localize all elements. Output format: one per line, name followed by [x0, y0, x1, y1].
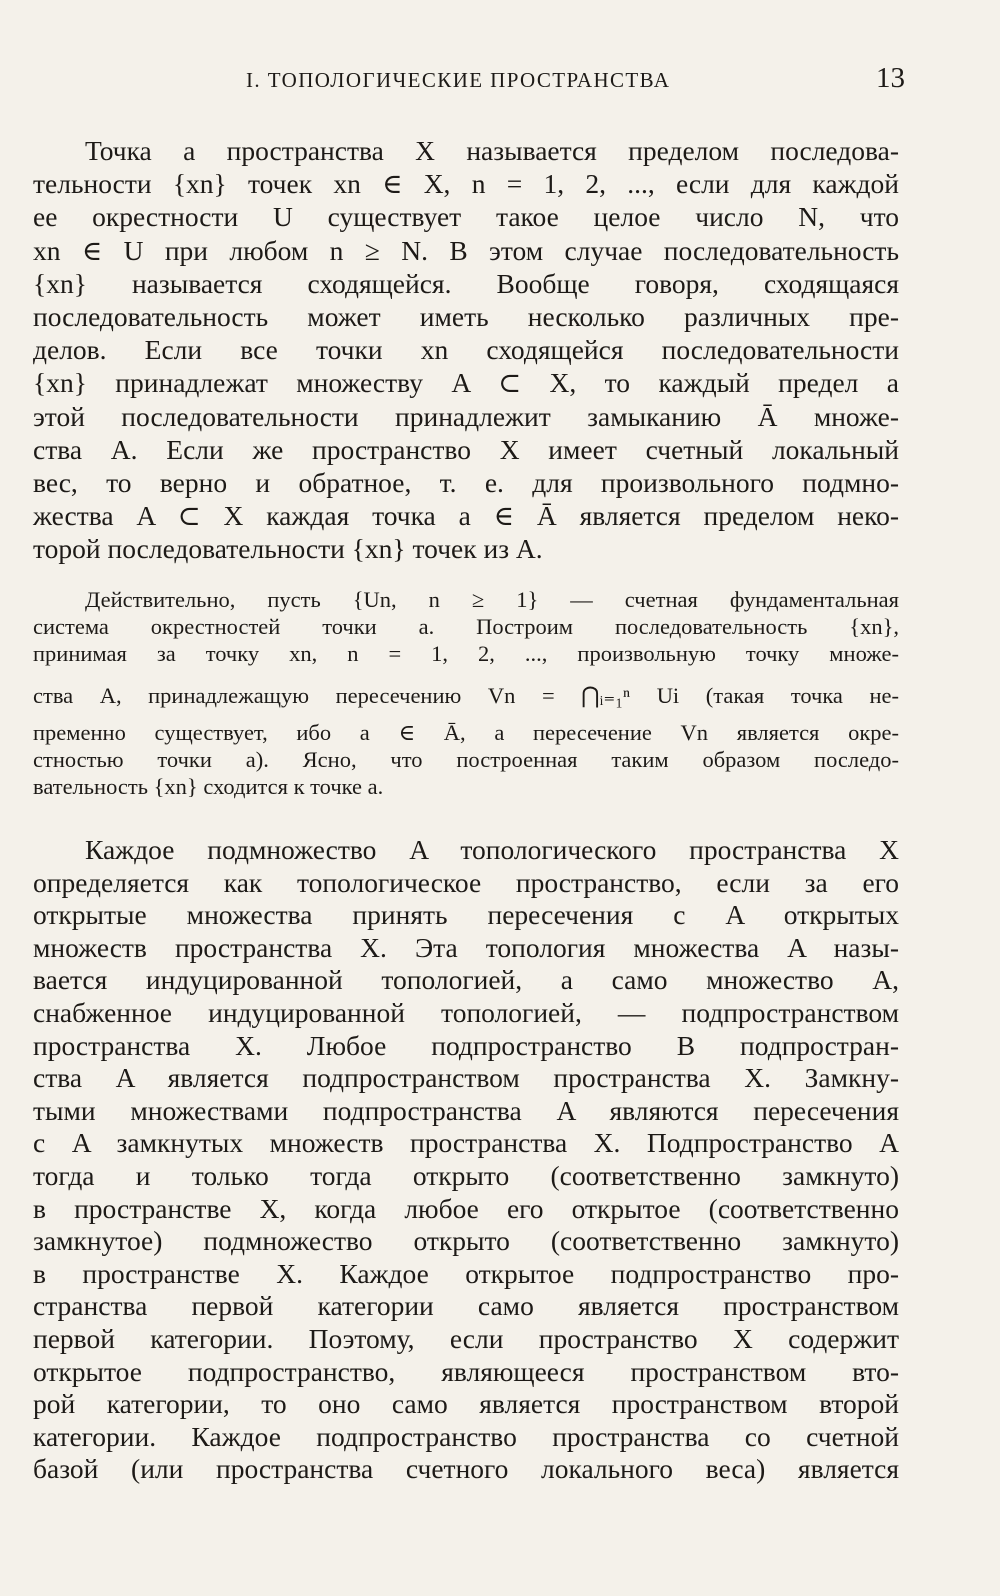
text-line: категории. Каждое подпространство пространства со счетной — [33, 1420, 899, 1452]
text-line: жества A ⊂ X каждая точка a ∈ Ā является пределом неко- — [33, 500, 899, 532]
text-line: этой последовательности принадлежит замыканию Ā множе- — [33, 400, 899, 432]
text-line: {xn} называется сходящейся. Вообще говоря, сходящаяся — [33, 267, 899, 299]
text-line: вается индуцированной топологией, а само множество A, — [33, 964, 899, 996]
proof-line: стностью точки a). Ясно, что построенная таким образом последо- — [33, 747, 899, 772]
proof-block — [33, 586, 899, 800]
text-line: последовательность может иметь несколько различных пре- — [33, 300, 899, 332]
text-line: замкнутое) подмножество открыто (соответственно замкнуто) — [33, 1225, 899, 1257]
text-line: открытые множества принять пересечения с A открытых — [33, 899, 899, 931]
text-line: Каждое подмножество A топологического пространства X — [85, 834, 899, 865]
proof-line: Действительно, пусть {Un, n ≥ 1} — счетная фундаментальная — [85, 587, 899, 612]
text-line: открытое подпространство, являющееся пространством вто- — [33, 1355, 899, 1387]
text-line: Точка a пространства X называется пределом последова- — [85, 135, 899, 166]
text-line: торой последовательности {xn} точек из A. — [33, 533, 543, 565]
text-line: тельности {xn} точек xn ∈ X, n = 1, 2, ..., если для каждой — [33, 168, 899, 200]
text-line: тогда и только тогда открыто (соответственно замкнуто) — [33, 1159, 899, 1191]
text-line: в пространстве X. Каждое открытое подпространство про- — [33, 1257, 899, 1289]
paragraph-definition-limit — [33, 134, 899, 565]
text-line: снабженное индуцированной топологией, — подпространством — [33, 996, 899, 1028]
running-title: I. ТОПОЛОГИЧЕСКИЕ ПРОСТРАНСТВА — [246, 68, 671, 92]
paragraph-subspace — [33, 834, 899, 1486]
text-line: {xn} принадлежат множеству A ⊂ X, то каждый предел a — [33, 367, 899, 399]
text-line: тыми множествами подпространства A являются пересечения — [33, 1094, 899, 1126]
text-line: базой (или пространства счетного локального веса) является — [33, 1453, 899, 1485]
proof-line: ства A, принадлежащую пересечению Vn = ⋂ᵢ₌₁ⁿ Ui (такая точка не- — [33, 683, 899, 708]
proof-line: пременно существует, ибо a ∈ Ā, а пересечение Vn является окре- — [33, 720, 899, 745]
page-number: 13 — [876, 62, 905, 94]
text-line: рой категории, то оно само является пространством второй — [33, 1388, 899, 1420]
text-line: ее окрестности U существует такое целое число N, что — [33, 201, 899, 233]
text-line: странства первой категории само является пространством — [33, 1290, 899, 1322]
text-line: определяется как топологическое пространство, если за его — [33, 866, 899, 898]
text-line: в пространстве X, когда любое его открытое (соответственно — [33, 1192, 899, 1224]
text-line: делов. Если все точки xn сходящейся последовательности — [33, 334, 899, 366]
text-line: вес, то верно и обратное, т. е. для произвольного подмно- — [33, 466, 899, 498]
proof-line: система окрестностей точки a. Построим последовательность {xn}, — [33, 614, 899, 639]
text-line: с A замкнутых множеств пространства X. Подпространство A — [33, 1127, 899, 1159]
running-head — [0, 62, 1000, 102]
proof-line: принимая за точку xn, n = 1, 2, ..., произвольную точку множе- — [33, 641, 899, 666]
text-line: ства A. Если же пространство X имеет счетный локальный — [33, 433, 899, 465]
text-line: ства A является подпространством пространства X. Замкну- — [33, 1062, 899, 1094]
proof-line: вательность {xn} сходится к точке a. — [33, 774, 384, 799]
text-line: множеств пространства X. Эта топология множества A назы- — [33, 931, 899, 963]
text-line: первой категории. Поэтому, если пространство X содержит — [33, 1322, 899, 1354]
text-line: xn ∈ U при любом n ≥ N. В этом случае последовательность — [33, 234, 899, 266]
text-line: пространства X. Любое подпространство B подпростран- — [33, 1029, 899, 1061]
